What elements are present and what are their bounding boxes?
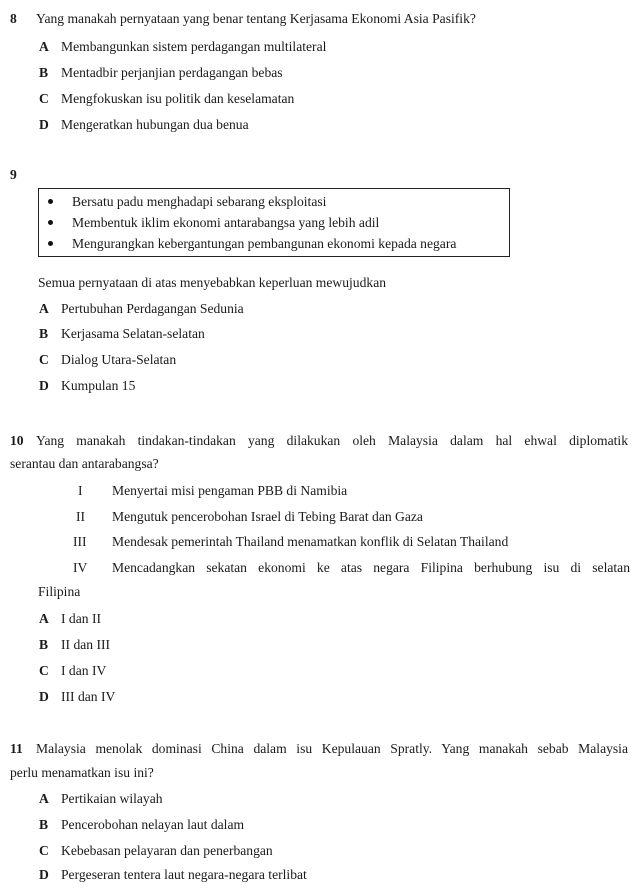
- q11-option-b: [39, 816, 244, 833]
- q10-statement-4: [72, 559, 632, 577]
- q11-option-c: [39, 842, 273, 859]
- bullet-text: Bersatu padu menghadapi sebarang eksploitasi: [72, 194, 327, 209]
- option-letter: B: [39, 326, 49, 341]
- bullet-text: Membentuk iklim ekonomi antarabangsa yang lebih adil: [72, 215, 380, 230]
- option-text: Membangunkan sistem perdagangan multilateral: [61, 39, 327, 54]
- option-letter: C: [39, 663, 49, 678]
- statement-text: Menyertai misi pengaman PBB di Namibia: [112, 483, 348, 498]
- q9-number: 9: [10, 167, 17, 182]
- q10-option-b: [39, 636, 110, 653]
- option-text: Pertikaian wilayah: [61, 791, 163, 806]
- option-text: Mengeratkan hubungan dua benua: [61, 117, 249, 132]
- statement-numeral: I: [78, 483, 83, 498]
- option-letter: C: [39, 91, 49, 106]
- bullet-icon: [48, 199, 53, 204]
- option-letter: B: [39, 65, 49, 80]
- q10-statement-1: [72, 482, 632, 500]
- q8-option-d: [39, 116, 249, 133]
- option-text: I dan IV: [61, 663, 107, 678]
- option-text: I dan II: [61, 611, 102, 626]
- q9-option-d: [39, 377, 135, 394]
- q11-option-d: [39, 866, 307, 883]
- option-letter: C: [39, 843, 49, 858]
- option-letter: D: [39, 867, 49, 882]
- q11-number: 11: [10, 741, 23, 756]
- q11-stem-line-1: Malaysia menolak dominasi China dalam isu Kepulauan Spratly. Yang manakah sebab Malaysia: [36, 741, 628, 756]
- q8-option-a: [39, 38, 326, 55]
- option-letter: B: [39, 817, 49, 832]
- option-letter: A: [39, 611, 49, 626]
- q9-option-a: [39, 300, 244, 317]
- q9-option-b: [39, 325, 205, 342]
- option-letter: C: [39, 352, 49, 367]
- q11-option-a: [39, 790, 163, 807]
- q11-stem-line-2: perlu menamatkan isu ini?: [10, 765, 154, 780]
- q8-option-c: [39, 90, 294, 107]
- option-text: Mengfokuskan isu politik dan keselamatan: [61, 91, 295, 106]
- option-letter: D: [39, 378, 49, 393]
- option-letter: A: [39, 791, 49, 806]
- q8-number: 8: [10, 11, 17, 26]
- q10-stem-line-1: Yang manakah tindakan-tindakan yang dilakukan oleh Malaysia dalam hal ehwal diplomatik: [36, 433, 628, 448]
- q10-option-a: [39, 610, 101, 627]
- statement-text: Mencadangkan sekatan ekonomi ke atas negara Filipina berhubung isu di selatan: [112, 560, 630, 575]
- statement-text: Mendesak pemerintah Thailand menamatkan konflik di Selatan Thailand: [112, 534, 509, 549]
- option-text: Pertubuhan Perdagangan Sedunia: [61, 301, 244, 316]
- q9-statement-box: [38, 188, 510, 257]
- option-text: Mentadbir perjanjian perdagangan bebas: [61, 65, 283, 80]
- q10-stem-line-2: serantau dan antarabangsa?: [10, 456, 159, 471]
- option-text: III dan IV: [61, 689, 116, 704]
- option-letter: D: [39, 689, 49, 704]
- bullet-icon: [48, 241, 53, 246]
- option-text: Kerjasama Selatan-selatan: [61, 326, 205, 341]
- option-text: Dialog Utara-Selatan: [61, 352, 177, 367]
- option-text: Pencerobohan nelayan laut dalam: [61, 817, 245, 832]
- q9-stem: Semua pernyataan di atas menyebabkan keperluan mewujudkan: [38, 275, 387, 290]
- bullet-icon: [48, 220, 53, 225]
- option-letter: B: [39, 637, 49, 652]
- q10-option-c: [39, 662, 106, 679]
- q8-option-b: [39, 64, 283, 81]
- option-letter: A: [39, 39, 49, 54]
- option-text: Pergeseran tentera laut negara-negara terlibat: [61, 867, 307, 882]
- q10-option-d: [39, 688, 115, 705]
- option-letter: D: [39, 117, 49, 132]
- q10-statement-4-continuation: Filipina: [38, 584, 81, 599]
- statement-numeral: II: [76, 509, 86, 524]
- statement-text: Mengutuk pencerobohan Israel di Tebing Barat dan Gaza: [112, 509, 423, 524]
- statement-numeral: III: [73, 534, 87, 549]
- q10-statement-3: [72, 533, 632, 551]
- q8-stem: Yang manakah pernyataan yang benar tentang Kerjasama Ekonomi Asia Pasifik?: [36, 11, 476, 26]
- q10-statement-2: [72, 508, 632, 526]
- q9-option-c: [39, 351, 176, 368]
- option-letter: A: [39, 301, 49, 316]
- bullet-text: Mengurangkan kebergantungan pembangunan ekonomi kepada negara: [72, 236, 457, 251]
- option-text: Kebebasan pelayaran dan penerbangan: [61, 843, 273, 858]
- statement-numeral: IV: [73, 560, 88, 575]
- q10-number: 10: [10, 433, 24, 448]
- option-text: II dan III: [61, 637, 111, 652]
- option-text: Kumpulan 15: [61, 378, 136, 393]
